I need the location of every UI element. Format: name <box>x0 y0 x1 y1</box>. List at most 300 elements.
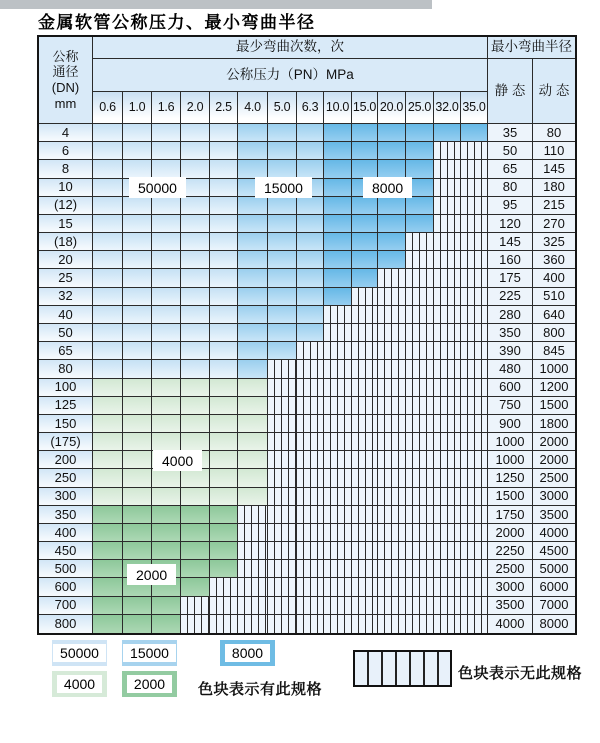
no-spec-cell <box>378 578 406 596</box>
cycle-count-label: 50000 <box>129 177 186 198</box>
no-spec-cell <box>378 397 406 415</box>
cycle-count-label: 15000 <box>255 177 312 198</box>
no-spec-cell <box>352 524 378 542</box>
spec-available-cell <box>238 197 268 215</box>
legend-hatch-sample <box>353 650 452 687</box>
static-radius-value: 2250 <box>488 542 533 560</box>
dn-row-label: 65 <box>39 342 93 360</box>
dn-row-label: (12) <box>39 197 93 215</box>
dynamic-radius-value: 2000 <box>533 433 575 451</box>
dynamic-radius-value: 4000 <box>533 524 575 542</box>
spec-available-cell <box>268 197 297 215</box>
spec-available-cell <box>93 233 123 251</box>
spec-available-cell <box>123 306 152 324</box>
no-spec-cell <box>297 597 324 615</box>
spec-available-cell <box>297 160 324 178</box>
spec-available-cell <box>93 197 123 215</box>
no-spec-cell <box>434 415 461 433</box>
no-spec-cell <box>324 342 352 360</box>
no-spec-cell <box>406 379 434 397</box>
no-spec-cell <box>434 215 461 233</box>
no-spec-cell <box>352 451 378 469</box>
no-spec-cell <box>434 379 461 397</box>
spec-available-cell <box>181 288 210 306</box>
spec-available-cell <box>123 542 152 560</box>
no-spec-cell <box>406 597 434 615</box>
spec-available-cell <box>352 269 378 287</box>
spec-available-cell <box>268 142 297 160</box>
spec-available-cell <box>268 124 297 142</box>
dynamic-radius-value: 7000 <box>533 597 575 615</box>
no-spec-cell <box>352 597 378 615</box>
no-spec-cell <box>324 433 352 451</box>
dn-header-line: 公称 <box>52 48 79 64</box>
radius-title-header: 最小弯曲半径 <box>488 37 575 59</box>
no-spec-cell <box>434 506 461 524</box>
no-spec-cell <box>461 542 488 560</box>
no-spec-cell <box>297 488 324 506</box>
no-spec-cell <box>378 597 406 615</box>
static-radius-value: 225 <box>488 288 533 306</box>
spec-available-cell <box>152 197 181 215</box>
no-spec-cell <box>352 324 378 342</box>
no-spec-cell <box>406 560 434 578</box>
no-spec-cell <box>268 433 297 451</box>
spec-available-cell <box>238 269 268 287</box>
pressure-header-cell: 1.0 <box>123 92 152 124</box>
legend-swatch-50000 <box>52 640 107 666</box>
spec-available-cell <box>93 160 123 178</box>
spec-available-cell <box>210 415 238 433</box>
no-spec-cell <box>434 488 461 506</box>
spec-available-cell <box>324 197 352 215</box>
dn-row-label: 6 <box>39 142 93 160</box>
spec-available-cell <box>181 233 210 251</box>
no-spec-cell <box>461 342 488 360</box>
no-spec-cell <box>406 542 434 560</box>
no-spec-cell <box>238 560 268 578</box>
no-spec-cell <box>378 469 406 487</box>
dynamic-radius-value: 2000 <box>533 451 575 469</box>
static-radius-value: 2500 <box>488 560 533 578</box>
spec-available-cell <box>238 124 268 142</box>
no-spec-cell <box>324 324 352 342</box>
no-spec-cell <box>352 469 378 487</box>
dn-row-label: 450 <box>39 542 93 560</box>
static-radius-value: 80 <box>488 179 533 197</box>
spec-available-cell <box>324 288 352 306</box>
spec-available-cell <box>93 288 123 306</box>
spec-available-cell <box>123 288 152 306</box>
spec-available-cell <box>210 524 238 542</box>
no-spec-cell <box>297 578 324 596</box>
no-spec-cell <box>352 306 378 324</box>
no-spec-cell <box>461 324 488 342</box>
no-spec-cell <box>268 397 297 415</box>
pressure-header-cell: 25.0 <box>406 92 434 124</box>
dn-row-label: (18) <box>39 233 93 251</box>
spec-available-cell <box>152 524 181 542</box>
no-spec-cell <box>324 615 352 633</box>
spec-available-cell <box>93 360 123 378</box>
no-spec-cell <box>406 415 434 433</box>
spec-available-cell <box>238 415 268 433</box>
spec-available-cell <box>210 197 238 215</box>
spec-available-cell <box>210 251 238 269</box>
spec-available-cell <box>238 160 268 178</box>
spec-available-cell <box>210 142 238 160</box>
no-spec-cell <box>268 597 297 615</box>
no-spec-cell <box>434 306 461 324</box>
no-spec-cell <box>238 542 268 560</box>
dn-row-label: 350 <box>39 506 93 524</box>
spec-available-cell <box>123 469 152 487</box>
spec-available-cell <box>406 142 434 160</box>
no-spec-cell <box>461 469 488 487</box>
no-spec-cell <box>268 451 297 469</box>
spec-available-cell <box>238 251 268 269</box>
spec-available-cell <box>297 324 324 342</box>
spec-available-cell <box>181 360 210 378</box>
spec-available-cell <box>406 124 434 142</box>
no-spec-cell <box>461 269 488 287</box>
dynamic-radius-value: 80 <box>533 124 575 142</box>
no-spec-cell <box>324 469 352 487</box>
spec-available-cell <box>152 160 181 178</box>
spec-available-cell <box>238 288 268 306</box>
no-spec-cell <box>238 597 268 615</box>
dynamic-radius-value: 8000 <box>533 615 575 633</box>
no-spec-cell <box>461 578 488 596</box>
no-spec-cell <box>461 233 488 251</box>
dynamic-radius-value: 2500 <box>533 469 575 487</box>
spec-available-cell <box>152 542 181 560</box>
spec-available-cell <box>152 342 181 360</box>
spec-available-cell <box>152 397 181 415</box>
spec-available-cell <box>406 197 434 215</box>
no-spec-cell <box>406 433 434 451</box>
spec-available-cell <box>123 269 152 287</box>
spec-available-cell <box>378 142 406 160</box>
spec-available-cell <box>210 542 238 560</box>
legend-swatch-label: 50000 <box>53 644 106 662</box>
spec-available-cell <box>210 451 238 469</box>
dynamic-radius-value: 6000 <box>533 578 575 596</box>
spec-available-cell <box>123 379 152 397</box>
static-radius-value: 3000 <box>488 578 533 596</box>
no-spec-cell <box>434 179 461 197</box>
no-spec-cell <box>297 397 324 415</box>
spec-available-cell <box>152 597 181 615</box>
no-spec-cell <box>461 142 488 160</box>
no-spec-cell <box>268 469 297 487</box>
no-spec-cell <box>268 560 297 578</box>
spec-available-cell <box>93 451 123 469</box>
no-spec-cell <box>297 469 324 487</box>
no-spec-cell <box>406 469 434 487</box>
no-spec-cell <box>378 342 406 360</box>
spec-available-cell <box>181 269 210 287</box>
no-spec-cell <box>434 288 461 306</box>
static-radius-value: 900 <box>488 415 533 433</box>
dn-header-line: (DN) <box>51 80 80 95</box>
spec-available-cell <box>406 160 434 178</box>
no-spec-cell <box>406 360 434 378</box>
spec-available-cell <box>93 179 123 197</box>
spec-available-cell <box>152 124 181 142</box>
dn-row-label: 125 <box>39 397 93 415</box>
spec-available-cell <box>93 615 123 633</box>
dn-row-label: 80 <box>39 360 93 378</box>
spec-available-cell <box>123 324 152 342</box>
spec-available-cell <box>352 233 378 251</box>
spec-available-cell <box>324 179 352 197</box>
dn-row-label: 800 <box>39 615 93 633</box>
no-spec-cell <box>181 597 210 615</box>
no-spec-cell <box>434 269 461 287</box>
static-radius-value: 600 <box>488 379 533 397</box>
spec-available-cell <box>210 288 238 306</box>
no-spec-cell <box>378 451 406 469</box>
spec-available-cell <box>123 160 152 178</box>
spec-available-cell <box>93 542 123 560</box>
static-radius-value: 390 <box>488 342 533 360</box>
dn-row-label: 250 <box>39 469 93 487</box>
spec-available-cell <box>297 251 324 269</box>
no-spec-cell <box>406 451 434 469</box>
spec-available-cell <box>181 415 210 433</box>
spec-available-cell <box>238 360 268 378</box>
spec-available-cell <box>93 124 123 142</box>
dn-header-line: 通径 <box>52 64 79 80</box>
no-spec-cell <box>378 506 406 524</box>
spec-available-cell <box>93 142 123 160</box>
spec-available-cell <box>268 269 297 287</box>
spec-available-cell <box>123 197 152 215</box>
spec-available-cell <box>181 324 210 342</box>
spec-table <box>37 35 577 635</box>
dynamic-radius-value: 215 <box>533 197 575 215</box>
spec-available-cell <box>210 233 238 251</box>
no-spec-cell <box>324 578 352 596</box>
no-spec-cell <box>406 324 434 342</box>
dynamic-radius-value: 360 <box>533 251 575 269</box>
static-column-header: 静 态 <box>488 59 533 124</box>
spec-available-cell <box>297 124 324 142</box>
cycle-count-label: 4000 <box>153 450 202 471</box>
no-spec-cell <box>324 488 352 506</box>
no-spec-cell <box>268 488 297 506</box>
spec-available-cell <box>152 506 181 524</box>
no-spec-cell <box>268 542 297 560</box>
spec-available-cell <box>181 215 210 233</box>
static-radius-value: 65 <box>488 160 533 178</box>
spec-available-cell <box>93 524 123 542</box>
legend-unavailable-note: 色块表示无此规格 <box>458 665 583 682</box>
spec-available-cell <box>210 124 238 142</box>
pressure-header-cell: 2.5 <box>210 92 238 124</box>
no-spec-cell <box>324 360 352 378</box>
spec-available-cell <box>210 560 238 578</box>
no-spec-cell <box>434 597 461 615</box>
spec-available-cell <box>123 433 152 451</box>
static-radius-value: 1000 <box>488 433 533 451</box>
spec-available-cell <box>238 469 268 487</box>
spec-available-cell <box>123 451 152 469</box>
pressure-header-cell: 15.0 <box>352 92 378 124</box>
no-spec-cell <box>297 360 324 378</box>
spec-available-cell <box>181 506 210 524</box>
spec-available-cell <box>324 215 352 233</box>
static-radius-value: 4000 <box>488 615 533 633</box>
no-spec-cell <box>461 288 488 306</box>
spec-available-cell <box>181 542 210 560</box>
spec-available-cell <box>181 560 210 578</box>
spec-available-cell <box>152 215 181 233</box>
spec-available-cell <box>210 360 238 378</box>
no-spec-cell <box>297 560 324 578</box>
spec-available-cell <box>123 142 152 160</box>
no-spec-cell <box>434 524 461 542</box>
no-spec-cell <box>352 560 378 578</box>
no-spec-cell <box>324 451 352 469</box>
no-spec-cell <box>352 415 378 433</box>
no-spec-cell <box>434 560 461 578</box>
spec-available-cell <box>152 360 181 378</box>
spec-available-cell <box>378 160 406 178</box>
spec-available-cell <box>181 342 210 360</box>
spec-available-cell <box>123 342 152 360</box>
spec-available-cell <box>181 433 210 451</box>
spec-available-cell <box>123 397 152 415</box>
legend-swatch-15000 <box>122 640 177 666</box>
no-spec-cell <box>181 615 210 633</box>
legend-available-note: 色块表示有此规格 <box>198 681 323 698</box>
no-spec-cell <box>461 179 488 197</box>
spec-available-cell <box>268 288 297 306</box>
spec-available-cell <box>297 306 324 324</box>
spec-available-cell <box>461 124 488 142</box>
spec-available-cell <box>238 397 268 415</box>
no-spec-cell <box>434 360 461 378</box>
no-spec-cell <box>352 615 378 633</box>
dynamic-radius-value: 1200 <box>533 379 575 397</box>
dynamic-column-header: 动 态 <box>533 59 575 124</box>
no-spec-cell <box>238 506 268 524</box>
dynamic-radius-value: 3000 <box>533 488 575 506</box>
no-spec-cell <box>378 415 406 433</box>
static-radius-value: 120 <box>488 215 533 233</box>
spec-available-cell <box>152 379 181 397</box>
dn-row-label: 8 <box>39 160 93 178</box>
spec-available-cell <box>238 233 268 251</box>
no-spec-cell <box>238 524 268 542</box>
spec-available-cell <box>297 142 324 160</box>
spec-available-cell <box>210 269 238 287</box>
no-spec-cell <box>378 360 406 378</box>
no-spec-cell <box>378 379 406 397</box>
legend-swatch-label: 2000 <box>127 675 172 693</box>
dynamic-radius-value: 640 <box>533 306 575 324</box>
dynamic-radius-value: 1500 <box>533 397 575 415</box>
no-spec-cell <box>324 415 352 433</box>
spec-available-cell <box>181 124 210 142</box>
no-spec-cell <box>378 324 406 342</box>
no-spec-cell <box>378 288 406 306</box>
dn-row-label: 700 <box>39 597 93 615</box>
spec-available-cell <box>352 142 378 160</box>
no-spec-cell <box>406 578 434 596</box>
spec-available-cell <box>152 433 181 451</box>
spec-available-cell <box>93 379 123 397</box>
spec-available-cell <box>181 251 210 269</box>
no-spec-cell <box>434 578 461 596</box>
no-spec-cell <box>324 397 352 415</box>
spec-available-cell <box>152 615 181 633</box>
pressure-header-cell: 35.0 <box>461 92 488 124</box>
no-spec-cell <box>378 524 406 542</box>
spec-available-cell <box>152 251 181 269</box>
spec-available-cell <box>123 251 152 269</box>
pressure-header-cell: 1.6 <box>152 92 181 124</box>
dynamic-radius-value: 845 <box>533 342 575 360</box>
no-spec-cell <box>378 488 406 506</box>
spec-available-cell <box>123 233 152 251</box>
no-spec-cell <box>406 269 434 287</box>
spec-available-cell <box>238 433 268 451</box>
no-spec-cell <box>378 560 406 578</box>
spec-available-cell <box>152 488 181 506</box>
no-spec-cell <box>461 488 488 506</box>
spec-available-cell <box>181 197 210 215</box>
pressure-header-cell: 20.0 <box>378 92 406 124</box>
static-radius-value: 750 <box>488 397 533 415</box>
no-spec-cell <box>434 197 461 215</box>
no-spec-cell <box>461 433 488 451</box>
no-spec-cell <box>352 342 378 360</box>
spec-available-cell <box>268 306 297 324</box>
spec-available-cell <box>324 251 352 269</box>
spec-available-cell <box>152 324 181 342</box>
pressure-header-cell: 32.0 <box>434 92 461 124</box>
no-spec-cell <box>461 379 488 397</box>
no-spec-cell <box>352 578 378 596</box>
dynamic-radius-value: 180 <box>533 179 575 197</box>
dynamic-radius-value: 270 <box>533 215 575 233</box>
spec-available-cell <box>324 269 352 287</box>
spec-available-cell <box>352 197 378 215</box>
spec-available-cell <box>152 306 181 324</box>
dn-row-label: 500 <box>39 560 93 578</box>
no-spec-cell <box>268 379 297 397</box>
no-spec-cell <box>297 524 324 542</box>
spec-available-cell <box>181 160 210 178</box>
no-spec-cell <box>406 524 434 542</box>
no-spec-cell <box>434 451 461 469</box>
no-spec-cell <box>406 397 434 415</box>
no-spec-cell <box>378 615 406 633</box>
page-title: 金属软管公称压力、最小弯曲半径 <box>38 13 316 32</box>
no-spec-cell <box>352 506 378 524</box>
spec-available-cell <box>352 124 378 142</box>
spec-available-cell <box>93 560 123 578</box>
no-spec-cell <box>461 251 488 269</box>
spec-available-cell <box>210 215 238 233</box>
spec-available-cell <box>297 215 324 233</box>
spec-available-cell <box>93 215 123 233</box>
no-spec-cell <box>406 342 434 360</box>
no-spec-cell <box>352 360 378 378</box>
